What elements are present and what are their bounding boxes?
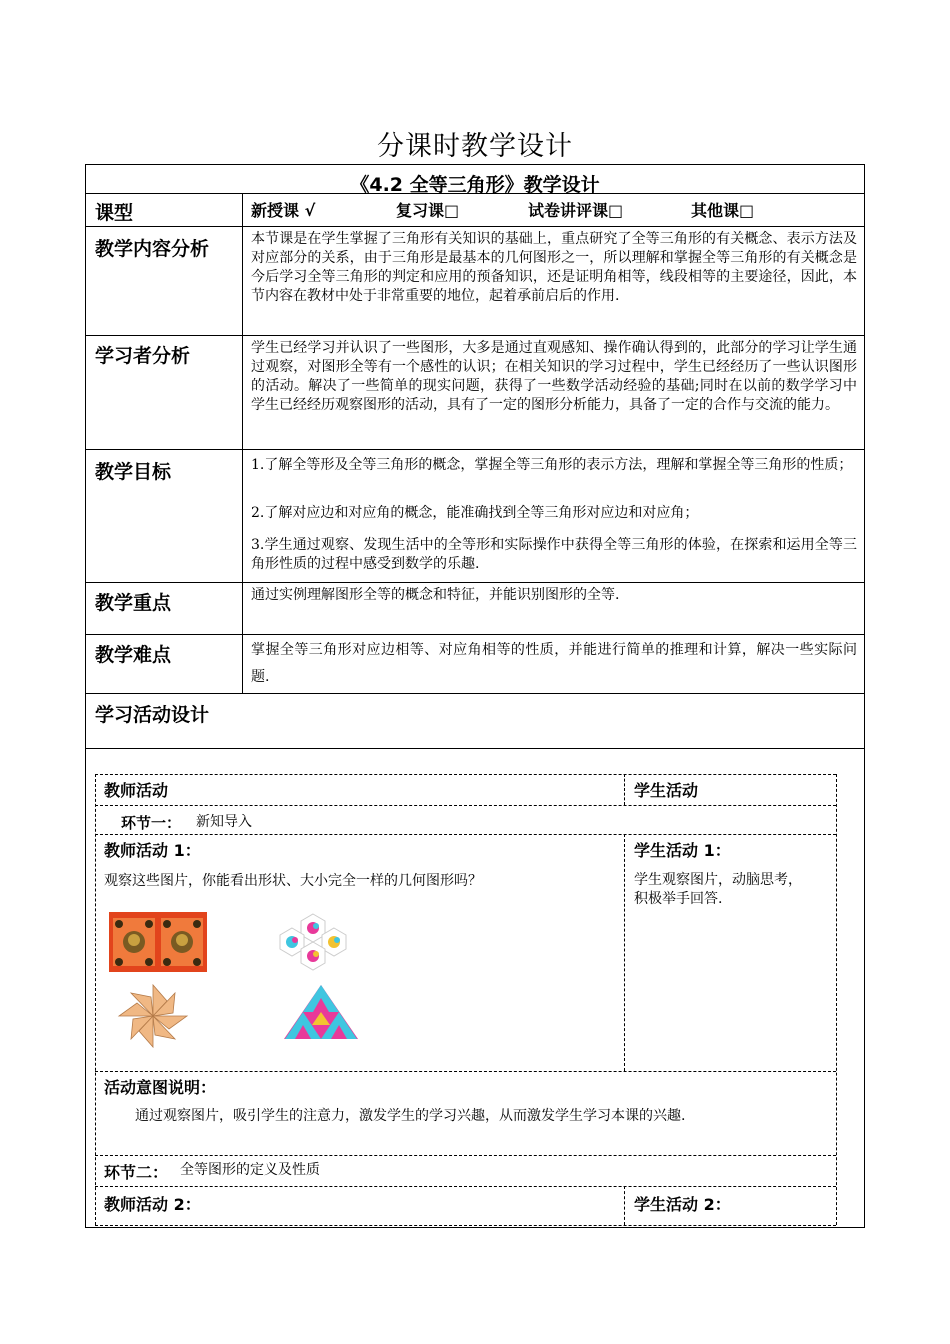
content-analysis-text: 本节课是在学生掌握了三角形有关知识的基础上，重点研究了全等三角形的有关概念、表示方法及对应部分的关系，由于三角形是最基本的几何图形之一，所以理解和掌握全等三角形的有关概念是今后学习全等三角形的判定和应用的预备知识，还是证明角相等，线段相等的主要途径，因此，本节内容在教材中处于非常重要的地位，起着承前启后的作用. bbox=[251, 231, 857, 304]
option-other-lesson: 其他课□ bbox=[691, 201, 755, 220]
content-analysis-label: 教学内容分析 bbox=[95, 238, 210, 260]
option-exam-review-lesson: 试卷讲评课□ bbox=[528, 201, 624, 220]
seal-photo-image bbox=[109, 912, 207, 972]
rule bbox=[85, 335, 865, 336]
pinwheel-image bbox=[117, 983, 189, 1049]
objective-item: 1.了解全等形及全等三角形的概念，掌握全等三角形的表示方法，理解和掌握全等三角形的性质； bbox=[251, 457, 853, 473]
stage-two-name: 全等图形的定义及性质 bbox=[180, 1162, 320, 1178]
option-new-lesson: 新授课 √ bbox=[251, 201, 316, 220]
difficulties-label: 教学难点 bbox=[95, 644, 172, 666]
learner-analysis-label: 学习者分析 bbox=[95, 345, 191, 367]
dashed-rule bbox=[836, 774, 837, 1225]
teacher-activity-2-label: 教师活动 2： bbox=[104, 1195, 201, 1214]
difficulties-text: 掌握全等三角形对应边相等、对应角相等的性质，并能进行简单的推理和计算，解决一些实际问题. bbox=[251, 642, 857, 685]
lesson-type-label: 课型 bbox=[95, 202, 134, 224]
teacher-activity-1-label: 教师活动 1： bbox=[104, 841, 201, 860]
rule bbox=[85, 226, 865, 227]
objective-item: 3.学生通过观察、发现生活中的全等形和实际操作中获得全等三角形的体验，在探索和运用全等三角形性质的过程中感受到数学的乐趣. bbox=[251, 537, 857, 572]
rule bbox=[85, 634, 865, 635]
key-points-text: 通过实例理解图形全等的概念和特征，并能识别图形的全等. bbox=[251, 587, 620, 603]
intent-label: 活动意图说明： bbox=[104, 1078, 217, 1097]
dashed-rule bbox=[624, 834, 625, 1071]
rule bbox=[85, 693, 865, 694]
rule bbox=[85, 449, 865, 450]
dashed-rule bbox=[624, 1186, 625, 1225]
dashed-rule bbox=[95, 1186, 836, 1187]
teacher-activity-header: 教师活动 bbox=[104, 781, 169, 800]
rule bbox=[85, 582, 865, 583]
dashed-rule bbox=[95, 805, 836, 806]
learner-analysis-text: 学生已经学习并认识了一些图形，大多是通过直观感知、操作确认得到的，此部分的学习让学生通过观察，对图形全等有一个感性的认识；在相关知识的学习过程中，学生已经经历了一些认识图形的活动。解决了一些简单的现实问题，获得了一些数学活动经验的基础;同时在以前的数学学习中学生已经经历观察图形的活动，具有了一定的图形分析能力，具备了一定的合作与交流的能力。 bbox=[251, 340, 857, 413]
page-title: 分课时教学设计 bbox=[377, 131, 573, 162]
stage-two-label: 环节二： bbox=[104, 1163, 169, 1182]
stage-one-name: 新知导入 bbox=[196, 814, 252, 830]
intent-text: 通过观察图片，吸引学生的注意力，激发学生的学习兴趣，从而激发学生学习本课的兴趣. bbox=[135, 1108, 686, 1124]
triangle-fractal-image bbox=[283, 984, 359, 1040]
objective-item: 2.了解对应边和对应角的概念，能准确找到全等三角形对应边和对应角； bbox=[251, 505, 699, 521]
objectives-label: 教学目标 bbox=[95, 461, 172, 483]
hexagon-tiles-image bbox=[272, 912, 354, 972]
dashed-rule bbox=[95, 1155, 836, 1156]
option-review-lesson: 复习课□ bbox=[396, 201, 460, 220]
key-points-label: 教学重点 bbox=[95, 592, 172, 614]
teacher-activity-1-text: 观察这些图片，你能看出形状、大小完全一样的几何图形吗？ bbox=[104, 873, 482, 889]
student-activity-2-label: 学生活动 2： bbox=[634, 1195, 731, 1214]
dashed-rule bbox=[95, 774, 836, 775]
stage-one-label: 环节一： bbox=[121, 814, 182, 832]
student-activity-header: 学生活动 bbox=[634, 781, 699, 800]
design-table bbox=[85, 164, 865, 1228]
activity-design-label: 学习活动设计 bbox=[95, 704, 210, 726]
dashed-rule bbox=[95, 1071, 836, 1072]
dashed-rule bbox=[95, 1225, 836, 1226]
student-activity-1-label: 学生活动 1： bbox=[634, 841, 731, 860]
student-activity-1-text: 学生观察图片，动脑思考，积极举手回答. bbox=[634, 872, 802, 907]
lesson-subtitle: 《4.2 全等三角形》教学设计 bbox=[350, 174, 600, 196]
column-divider bbox=[242, 193, 243, 693]
rule bbox=[85, 748, 865, 749]
dashed-rule bbox=[95, 834, 836, 835]
dashed-rule bbox=[95, 774, 96, 1225]
dashed-rule bbox=[624, 774, 625, 805]
